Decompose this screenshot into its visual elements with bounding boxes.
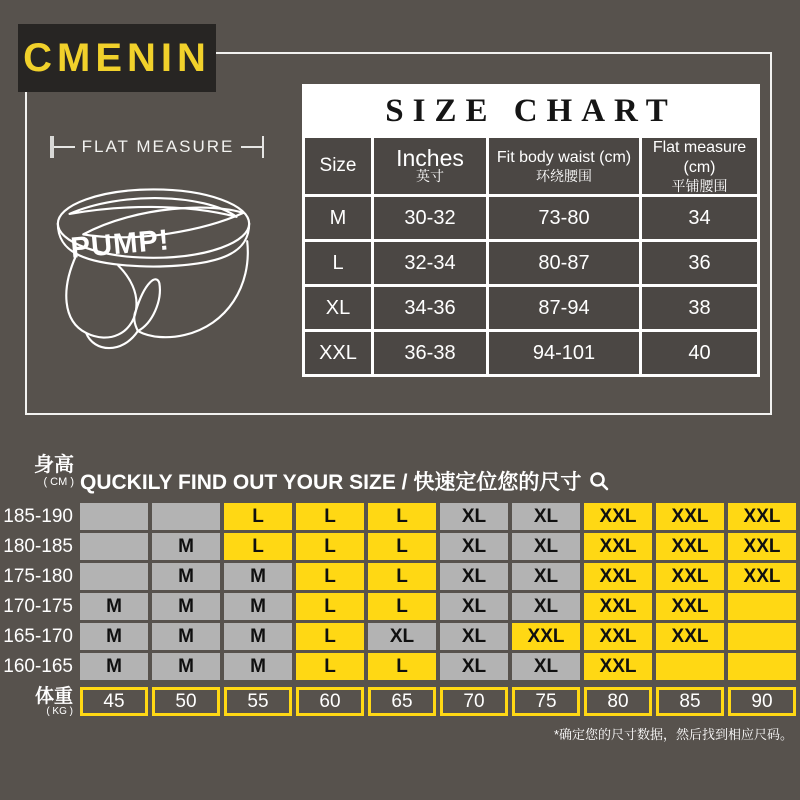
height-range-label: 165-170 (3, 626, 73, 647)
column-header-en: Size (319, 155, 357, 176)
size-grid-cell: XL (368, 623, 436, 650)
size-table-cell: L (305, 242, 371, 284)
weight-cell: 75 (512, 687, 580, 716)
size-grid-cell (728, 623, 796, 650)
underwear-line-drawing (36, 168, 271, 373)
weight-cell: 55 (224, 687, 292, 716)
size-grid-cell: XL (440, 563, 508, 590)
size-grid-cell: XL (440, 653, 508, 680)
weight-label-text: 体重 (34, 686, 73, 707)
size-grid-cell: M (224, 653, 292, 680)
size-grid-cell: XL (440, 533, 508, 560)
weight-axis-label (0, 687, 76, 717)
size-table-cell: 34 (642, 197, 757, 239)
weight-unit-text: ( KG ) (46, 706, 73, 717)
size-chart-title: SIZE CHART (385, 92, 677, 129)
size-grid-cell: XL (440, 503, 508, 530)
size-grid-cell: L (296, 563, 364, 590)
waistband-brand-text: PUMP! (69, 223, 171, 265)
size-grid-cell: L (296, 503, 364, 530)
size-table-cell: 94-101 (489, 332, 639, 374)
size-grid-cell: L (296, 533, 364, 560)
size-grid-cell: L (368, 533, 436, 560)
size-grid-cell: M (152, 623, 220, 650)
height-range-label: 180-185 (3, 536, 73, 557)
size-grid-cell: M (80, 653, 148, 680)
dimension-line (54, 146, 75, 148)
size-table-cell: XXL (305, 332, 371, 374)
size-grid-cell (728, 653, 796, 680)
size-grid-cell: L (296, 623, 364, 650)
size-table-cell: 38 (642, 287, 757, 329)
size-grid-cell: XXL (656, 563, 724, 590)
flat-measure-label: FLAT MEASURE (81, 137, 235, 156)
size-grid-cell: L (224, 533, 292, 560)
size-table-cell: 30-32 (374, 197, 486, 239)
size-grid-cell (152, 503, 220, 530)
size-grid-cell: XXL (728, 503, 796, 530)
size-grid-cell: XL (512, 563, 580, 590)
height-label-text: 身高 (34, 454, 74, 476)
search-icon (589, 471, 609, 491)
pouch-bottom-loop (86, 331, 138, 348)
leg-opening (134, 279, 160, 331)
dimension-tick-right (262, 136, 264, 158)
finder-title (80, 466, 609, 496)
weight-cell: 70 (440, 687, 508, 716)
column-header-zh: 平铺腰围 (671, 177, 728, 194)
weight-row (0, 687, 796, 717)
weight-cell: 80 (584, 687, 652, 716)
height-range-label: 160-165 (3, 656, 73, 677)
size-table-cell: 32-34 (374, 242, 486, 284)
size-table-cell: 80-87 (489, 242, 639, 284)
size-grid-cell: XXL (656, 593, 724, 620)
size-grid-cell: XXL (584, 593, 652, 620)
size-grid-cell: L (368, 593, 436, 620)
size-grid-cell (656, 653, 724, 680)
size-grid-cell: XXL (512, 623, 580, 650)
size-grid-cell: XL (512, 653, 580, 680)
weight-cell: 90 (728, 687, 796, 716)
size-grid-cell: M (152, 563, 220, 590)
weight-cell: 60 (296, 687, 364, 716)
size-grid-cell: L (368, 503, 436, 530)
height-range-label: 175-180 (3, 566, 73, 587)
size-grid-cell: XL (512, 533, 580, 560)
size-grid-cell: M (152, 533, 220, 560)
size-table-cell: 36 (642, 242, 757, 284)
size-grid-cell (728, 593, 796, 620)
column-header-zh: 英寸 (416, 167, 444, 184)
size-grid-cell: M (152, 593, 220, 620)
brand-logo (18, 24, 216, 92)
weight-cell: 65 (368, 687, 436, 716)
size-table-cell: 40 (642, 332, 757, 374)
size-grid-cell: XL (512, 503, 580, 530)
column-header-inches (374, 138, 486, 194)
size-table-cell: M (305, 197, 371, 239)
size-table-cell: 34-36 (374, 287, 486, 329)
column-header-flat-measure (642, 138, 757, 194)
height-unit-text: ( CM ) (43, 476, 74, 488)
size-grid-cell: L (224, 503, 292, 530)
size-grid-cell: XXL (728, 533, 796, 560)
size-grid-cell: XL (512, 593, 580, 620)
column-header-fit-body-waist (489, 138, 639, 194)
weight-cell: 50 (152, 687, 220, 716)
size-grid-cell: M (80, 623, 148, 650)
height-range-label: 170-175 (3, 596, 73, 617)
column-header-en: Inches (396, 144, 464, 171)
size-grid-cell (80, 503, 148, 530)
size-grid-cell: L (296, 593, 364, 620)
size-grid-cell: M (224, 623, 292, 650)
size-grid-cell: XXL (584, 653, 652, 680)
column-header-zh: 环绕腰围 (536, 167, 592, 184)
height-axis-label (0, 455, 74, 488)
size-grid-cell: XXL (584, 563, 652, 590)
size-grid-cell: M (224, 593, 292, 620)
size-grid-cell: XL (440, 593, 508, 620)
size-grid-cell: XXL (584, 503, 652, 530)
size-grid-cell: L (296, 653, 364, 680)
pouch-outline (66, 255, 136, 338)
size-chart-grid (302, 138, 760, 377)
dimension-line (241, 146, 262, 148)
footnote: *确定您的尺寸数据，然后找到相应尺码。 (553, 727, 793, 742)
size-grid-cell (80, 563, 148, 590)
column-header-size (305, 138, 371, 194)
size-grid-cell: M (80, 593, 148, 620)
flat-measure-dimension (50, 136, 264, 158)
size-grid-cell: L (368, 653, 436, 680)
size-grid-cell (80, 533, 148, 560)
size-table-cell: 73-80 (489, 197, 639, 239)
column-header-en: Fit body waist (cm) (496, 148, 632, 166)
size-grid-cell: XXL (584, 533, 652, 560)
weight-cell: 45 (80, 687, 148, 716)
weight-cell: 85 (656, 687, 724, 716)
size-table-cell: 36-38 (374, 332, 486, 374)
size-table-cell: XL (305, 287, 371, 329)
size-table-cell: 87-94 (489, 287, 639, 329)
size-grid-cell: XXL (584, 623, 652, 650)
finder-title-text: QUCKILY FIND OUT YOUR SIZE / 快速定位您的尺寸 (80, 471, 582, 494)
size-grid-cell: L (368, 563, 436, 590)
brand-logo-text: CMENIN (23, 35, 211, 80)
finder-grid (0, 503, 796, 680)
height-range-label: 185-190 (3, 506, 73, 527)
size-grid-cell: XXL (656, 533, 724, 560)
size-grid-cell: M (224, 563, 292, 590)
size-grid-cell: XL (440, 623, 508, 650)
column-header-en: Flat measure (cm) (652, 138, 747, 176)
size-grid-cell: M (152, 653, 220, 680)
size-grid-cell: XXL (656, 503, 724, 530)
size-grid-cell: XXL (728, 563, 796, 590)
size-chart-table (302, 84, 760, 377)
size-grid-cell: XXL (656, 623, 724, 650)
